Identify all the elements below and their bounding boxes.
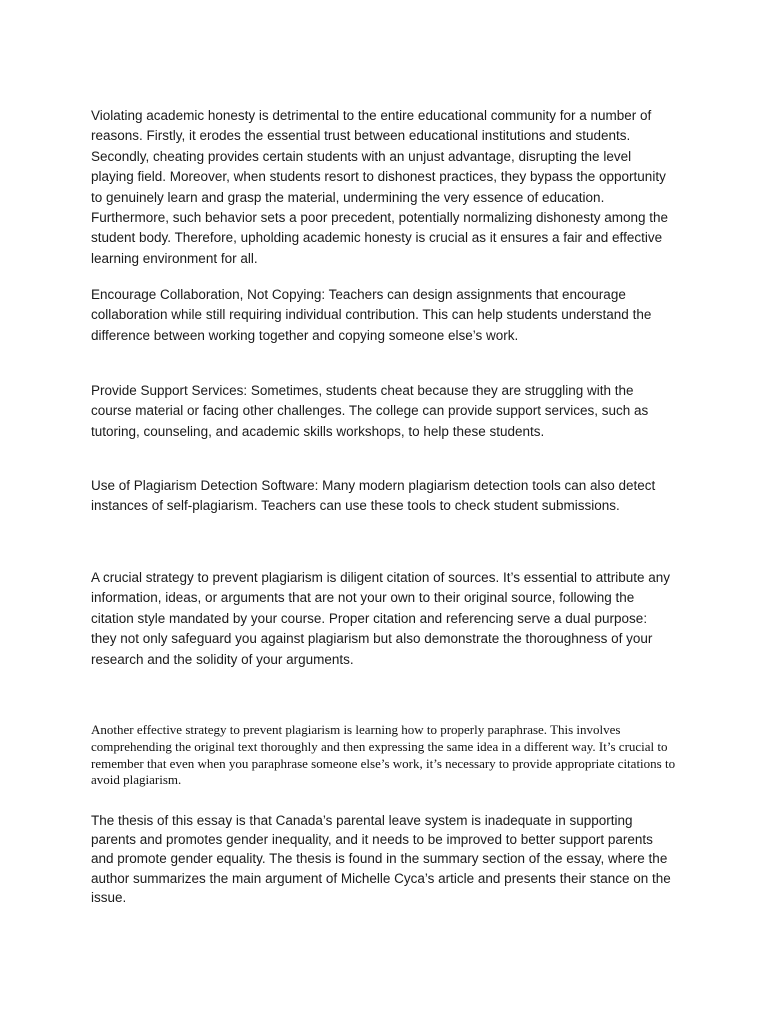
paragraph-detection-software: Use of Plagiarism Detection Software: Many modern plagiarism detection tools can also detect instances of self-plagiarism. Teachers can use these tools to check student submissions. <box>91 478 656 514</box>
paragraph-academic-honesty: Violating academic honesty is detrimental to the entire educational community for a number of reasons. Firstly, it erodes the essential trust between educational institutions and students. Secondly, cheating provides certain students with an unjust advantage, disrupting the level playing field. Moreover, when students resort to dishonest practices, they bypass the opportunity to genuinely learn and grasp the material, undermining the very essence of education. Furthermore, such behavior sets a poor precedent, potentially normalizing dishonesty among the student body. Therefore, upholding academic honesty is crucial as it ensures a fair and effective learning environment for all. <box>91 108 669 266</box>
paragraph-support-services: Provide Support Services: Sometimes, students cheat because they are struggling with the course material or facing other challenges. The college can provide support services, such as tutoring, counseling, and academic skills workshops, to help these students. <box>91 383 649 439</box>
paragraph-paraphrase-strategy: Another effective strategy to prevent plagiarism is learning how to properly paraphrase. This involves comprehending the original text thoroughly and then expressing the same idea in a different way. It’s crucial to remember that even when you paraphrase someone else’s work, it’s necessary to provide appropriate citations to avoid plagiarism. <box>91 722 676 788</box>
paragraph-collaboration: Encourage Collaboration, Not Copying: Teachers can design assignments that encourage collaboration while still requiring individual contribution. This can help students understand the difference between working together and copying someone else’s work. <box>91 287 652 343</box>
paragraph-thesis: The thesis of this essay is that Canada’s parental leave system is inadequate in supporting parents and promotes gender inequality, and it needs to be improved to better support parents and promote gender equality. The thesis is found in the summary section of the essay, where the author summarizes the main argument of Michelle Cyca’s article and presents their stance on the issue. <box>91 813 671 905</box>
paragraph-citation-strategy: A crucial strategy to prevent plagiarism is diligent citation of sources. It’s essential to attribute any information, ideas, or arguments that are not your own to their original source, following the citation style mandated by your course. Proper citation and referencing serve a dual purpose: they not only safeguard you against plagiarism but also demonstrate the thoroughness of your research and the solidity of your arguments. <box>91 570 671 667</box>
